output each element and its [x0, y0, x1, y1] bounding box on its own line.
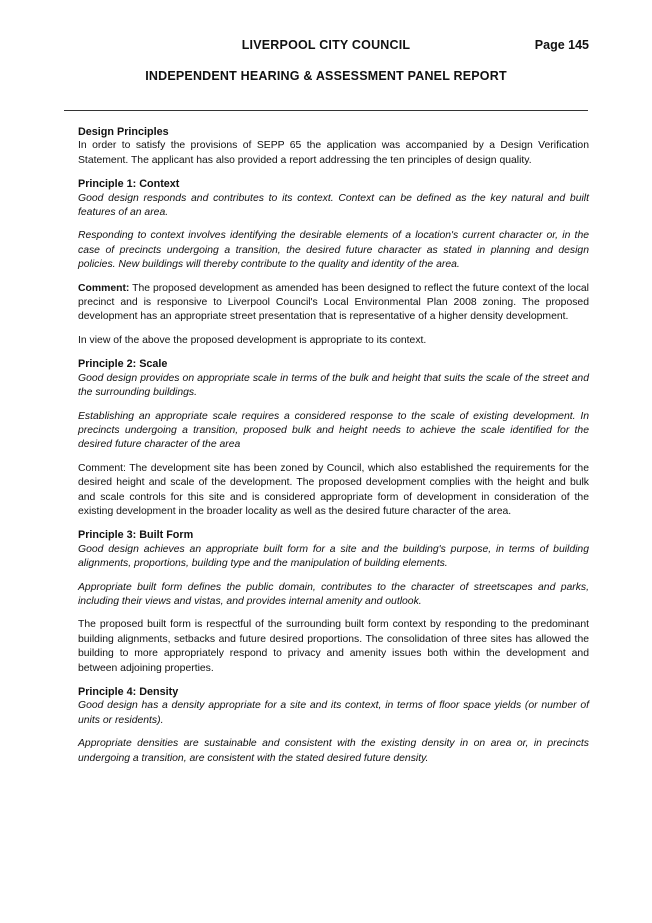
report-title: INDEPENDENT HEARING & ASSESSMENT PANEL REPORT: [145, 69, 507, 83]
body-paragraph: In order to satisfy the provisions of SEPP 65 the application was accompanied by a Design Verification Statement. The applicant has also provided a report addressing the ten principles of design quality.: [78, 140, 589, 166]
section-design-principles: [78, 125, 589, 168]
principle-elaboration: Responding to context involves identifying the desirable elements of a location's current character or, in the case of precincts undergoing a transition, the desired future character as stated in planning and design policies. New buildings will thereby contribute to the quality and identity of the area.: [78, 230, 589, 271]
principle-definition: Good design responds and contributes to its context. Context can be defined as the key natural and built features of an area.: [78, 192, 589, 219]
comment-paragraph: The proposed built form is respectful of the surrounding built form context by responding to the predominant building alignments, setbacks and future desired proportions. The consolidation of three sites has allowed the building to more appropriately respond to privacy and amenity issues both within the development and between adjoining properties.: [78, 619, 589, 674]
principle-definition: Good design achieves an appropriate built form for a site and the building's purpose, in terms of building alignments, proportions, building type and the manipulation of building elements.: [78, 543, 589, 570]
section-principle-2: [78, 357, 589, 519]
section-principle-1: [78, 177, 589, 348]
header-divider: [64, 110, 588, 111]
comment-paragraph: [78, 282, 589, 325]
section-heading: Design Principles: [78, 126, 169, 138]
section-principle-3: [78, 528, 589, 676]
section-principle-4: [78, 685, 589, 766]
conclusion-paragraph: In view of the above the proposed development is appropriate to its context.: [78, 334, 427, 346]
principle-heading: Principle 3: Built Form: [78, 529, 194, 542]
principle-heading: Principle 1: Context: [78, 178, 180, 191]
principle-definition: Good design has a density appropriate for a site and its context, in terms of floor space yields (or number of units or residents).: [78, 700, 589, 726]
principle-elaboration: Establishing an appropriate scale requires a considered response to the scale of existing development. In precincts undergoing a transition, proposed bulk and height needs to achieve the scale identified for the desired future character of the area: [78, 410, 589, 451]
principle-elaboration: Appropriate built form defines the public domain, contributes to the character of streetscapes and parks, including their views and vistas, and provides internal amenity and outlook.: [78, 581, 589, 607]
comment-paragraph: Comment: The development site has been zoned by Council, which also established the requirements for the desired height and scale of the development. The proposed development complies with the height and bulk and scale controls for this site and is considered appropriate form of development in consideration of the existing development in the broader locality as well as the desired future character of the area.: [78, 462, 589, 517]
comment-label: Comment:: [78, 282, 130, 294]
council-name: LIVERPOOL CITY COUNCIL: [241, 38, 411, 52]
report-body: [78, 125, 589, 766]
page-number: Page 145: [534, 38, 589, 52]
principle-heading: Principle 4: Density: [78, 686, 179, 698]
principle-definition: Good design provides on appropriate scale in terms of the bulk and height that suits the scale of the street and the surrounding buildings.: [78, 372, 589, 399]
principle-elaboration: Appropriate densities are sustainable and consistent with the existing density in on area or, in precincts undergoing a transition, are consistent with the stated desired future density.: [78, 738, 589, 764]
comment-text: The proposed development as amended has been designed to reflect the future context of the local precinct and is responsive to Liverpool Council's Local Environmental Plan 2008 zoning. The proposed development has an appropriate street presentation that is representative of a higher density development.: [78, 282, 589, 323]
principle-heading: Principle 2: Scale: [78, 358, 168, 371]
